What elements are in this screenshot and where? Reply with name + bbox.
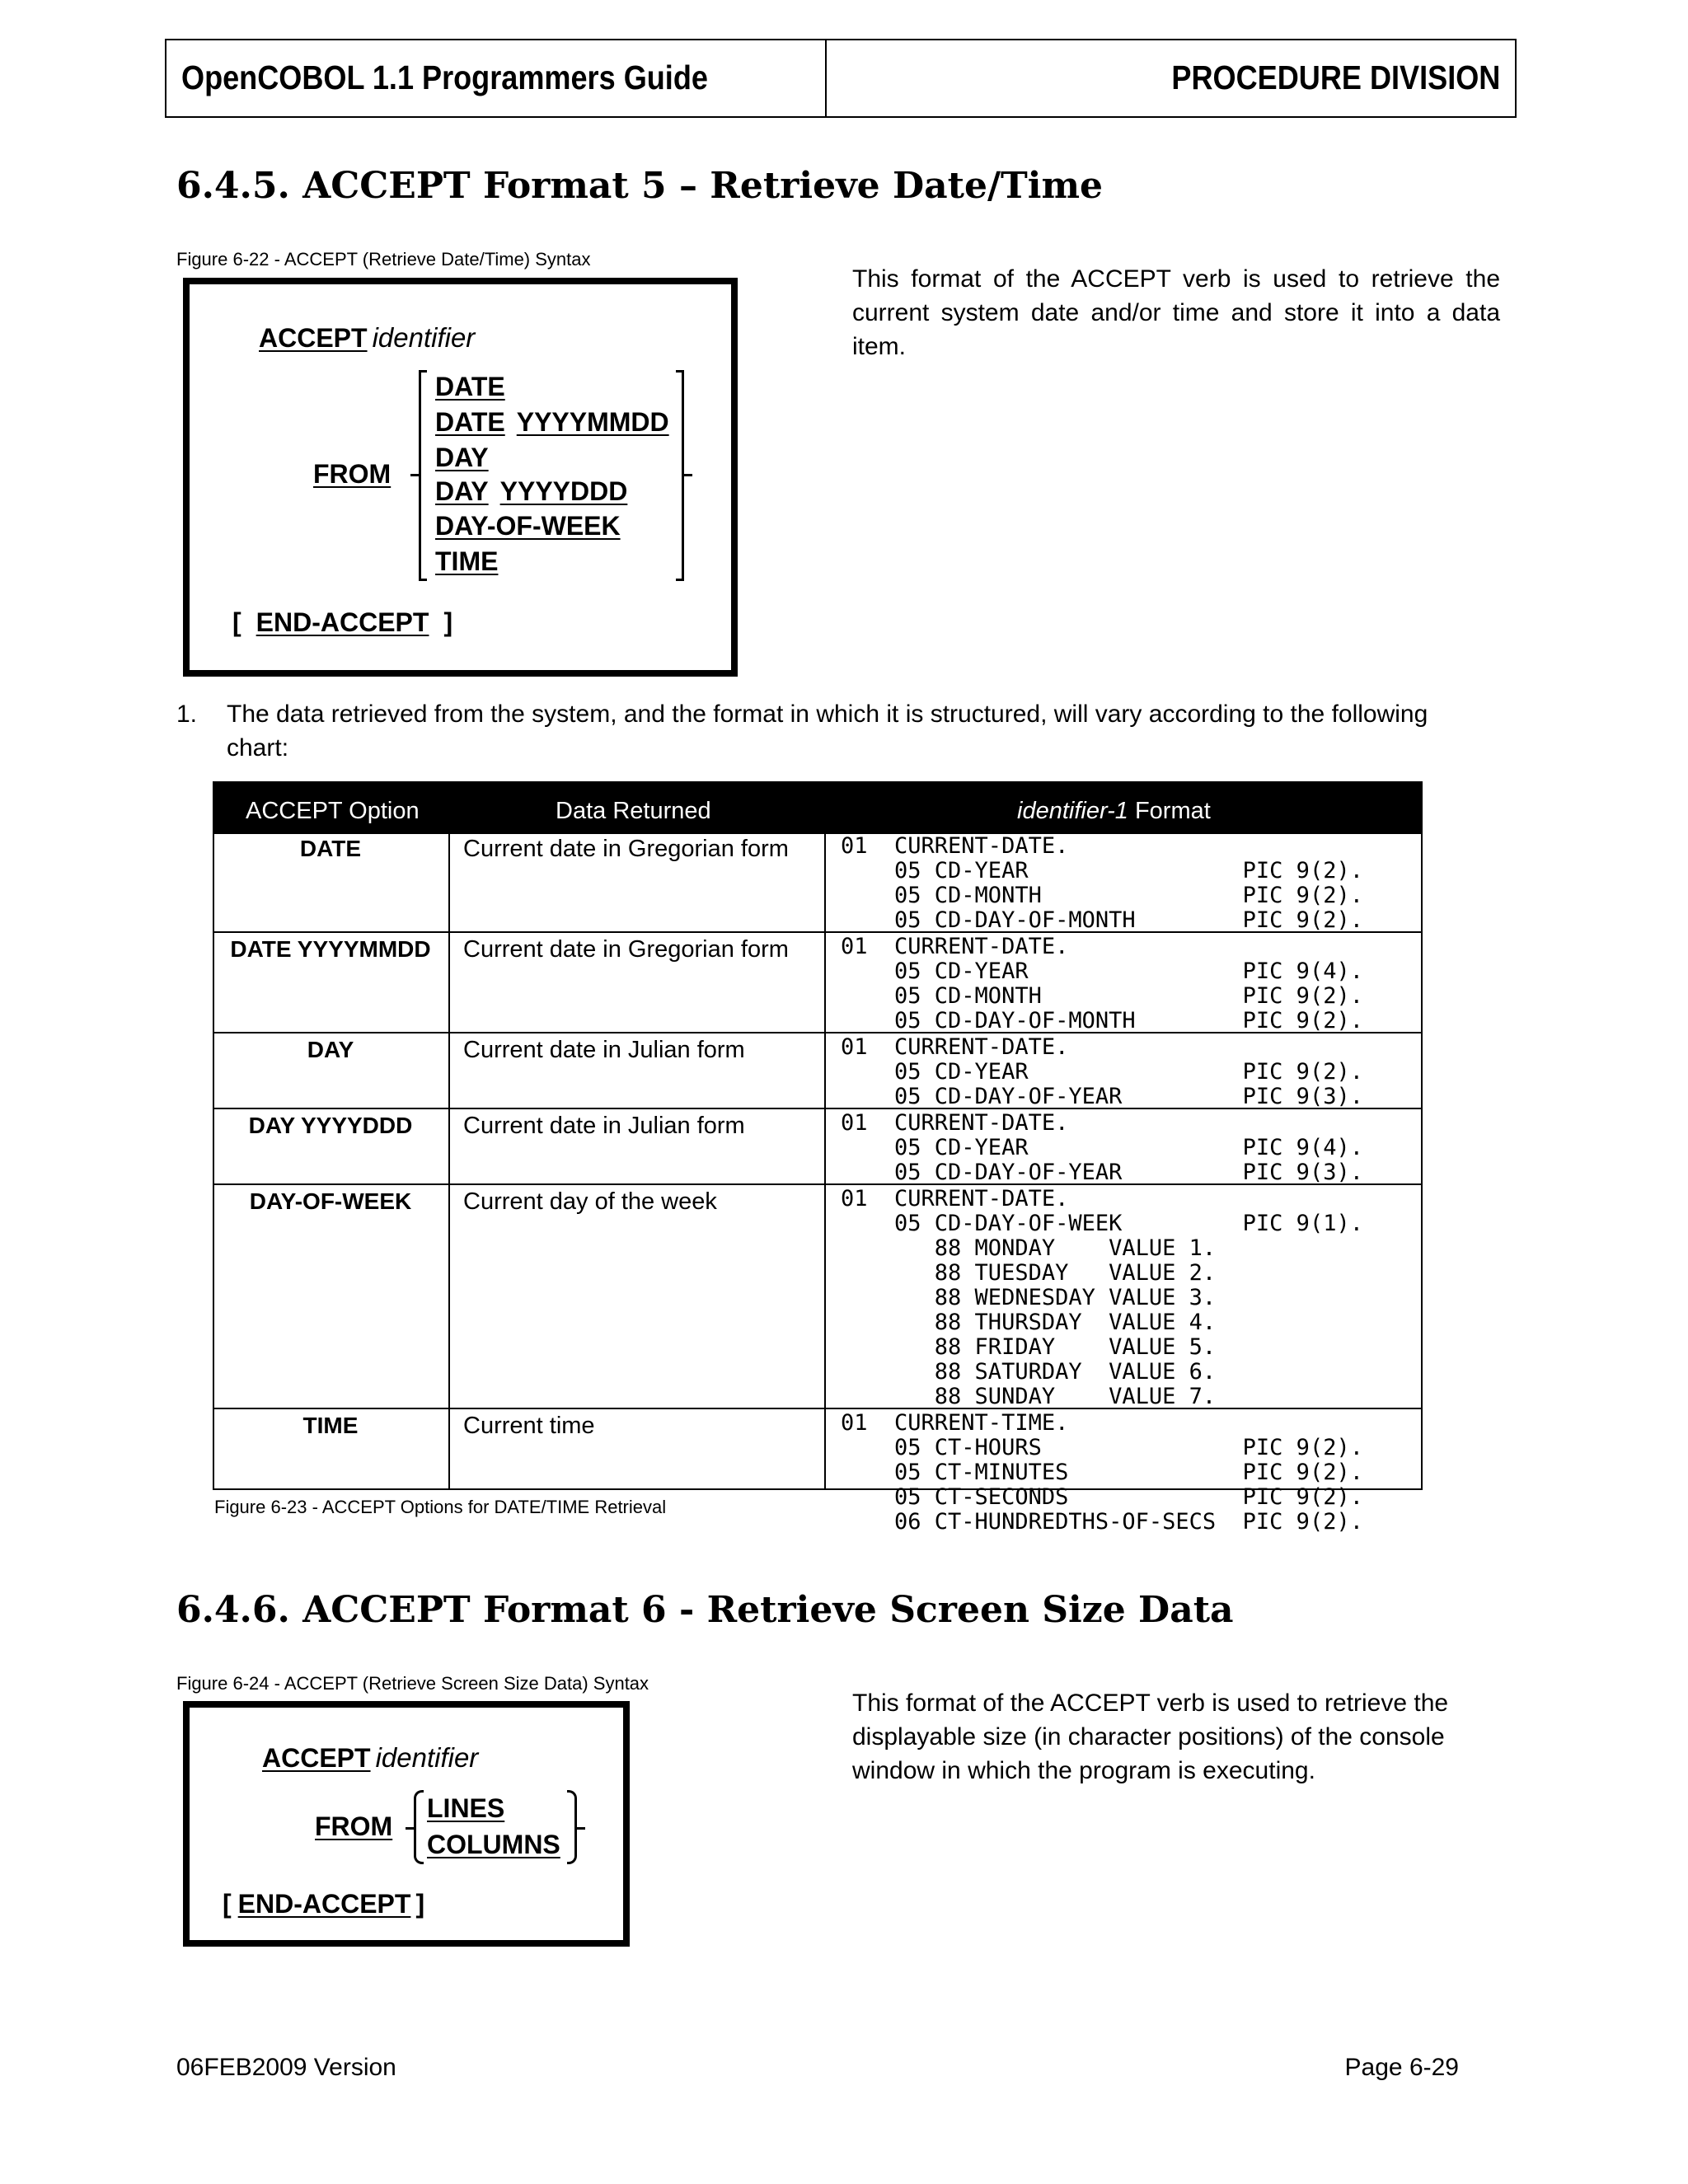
- syntax-option-day-of-week-text: DAY-OF-WEEK: [435, 511, 621, 541]
- figure-caption-6-22: Figure 6-22 - ACCEPT (Retrieve Date/Time) Syntax: [176, 249, 591, 269]
- syntax-option-yyyymmdd-text: YYYYMMDD: [516, 407, 669, 437]
- header-division-title: PROCEDURE DIVISION: [1171, 59, 1500, 96]
- syntax-from-keyword: [313, 459, 391, 490]
- table-row-code: 01 CURRENT-DATE. 05 CD-YEAR PIC 9(4). 05 CD-MONTH PIC 9(2). 05 CD-DAY-OF-MONTH PIC 9(2).: [841, 934, 1363, 1033]
- syntax-option-day-of-week: [435, 511, 621, 541]
- format-5-description: This format of the ACCEPT verb is used to retrieve the current system date and/or time and store it into a data item.: [852, 265, 1500, 360]
- table-row-option: DAY YYYYDDD: [248, 1113, 413, 1138]
- bracket-right: [676, 370, 684, 581]
- syntax-from-text: FROM: [315, 1811, 393, 1841]
- table-row-option: DATE YYYYMMDD: [230, 936, 431, 962]
- table-row-code: 01 CURRENT-DATE. 05 CD-YEAR PIC 9(2). 05 CD-DAY-OF-YEAR PIC 9(3).: [841, 1034, 1363, 1109]
- note-number: 1.: [176, 701, 198, 728]
- footer-version: 06FEB2009 Version: [176, 2054, 396, 2081]
- brace-left: [414, 1790, 424, 1864]
- table-row-code: 01 CURRENT-TIME. 05 CT-HOURS PIC 9(2). 05 CT-MINUTES PIC 9(2). 05 CT-SECONDS PIC 9(2). 06 CT-HUNDREDTHS-OF-SECS PIC 9(2).: [841, 1410, 1363, 1535]
- syntax-accept-keyword: ACCEPT: [262, 1743, 371, 1773]
- bracket-left: [419, 370, 427, 581]
- syntax-end-accept-text: END-ACCEPT: [237, 1889, 411, 1919]
- table-row-option: DATE: [299, 836, 362, 861]
- syntax-bracket-open: [: [223, 1889, 232, 1919]
- syntax-bracket-close: ]: [415, 1889, 425, 1919]
- date-time-options-table: [213, 781, 1423, 1535]
- format-6-description: This format of the ACCEPT verb is used to retrieve the displayable size (in character positions) of the console window in which the program is executing.: [852, 1690, 1449, 1784]
- syntax-box-screen-size: [183, 1701, 630, 1947]
- syntax-end-accept: [223, 1889, 424, 1919]
- syntax-option-time: [435, 546, 498, 577]
- syntax-option-day-text-2: DAY: [435, 476, 489, 506]
- table-row-returned: Current date in Gregorian form: [463, 836, 789, 862]
- syntax-bracket-close: ]: [443, 607, 453, 637]
- brace-tick-right: [577, 1827, 585, 1830]
- table-row-option: TIME: [302, 1413, 359, 1438]
- syntax-identifier: identifier: [375, 1742, 479, 1773]
- syntax-bracket-open: [: [232, 607, 241, 637]
- table-row-returned: Current day of the week: [463, 1188, 717, 1215]
- brace-tick-left: [410, 474, 419, 476]
- header-identifier-format: [1017, 798, 1211, 825]
- syntax-option-day-yyyyddd: [435, 476, 627, 507]
- table-row-returned: Current date in Julian form: [463, 1037, 745, 1063]
- brace-tick-right: [684, 474, 692, 476]
- syntax-option-date-yyyymmdd: [435, 407, 669, 438]
- syntax-option-columns: [427, 1830, 560, 1860]
- table-row-option: DAY: [307, 1037, 354, 1062]
- figure-caption-6-23: Figure 6-23 - ACCEPT Options for DATE/TIME Retrieval: [214, 1497, 667, 1517]
- table-row-returned: Current date in Gregorian form: [463, 936, 789, 963]
- page-header: [165, 39, 1517, 118]
- syntax-accept-keyword: ACCEPT: [259, 323, 368, 353]
- syntax-box-date-time: [183, 278, 738, 677]
- header-guide-title: OpenCOBOL 1.1 Programmers Guide: [181, 59, 708, 96]
- section-heading-format-6: 6.4.6. ACCEPT Format 6 - Retrieve Screen Size Data: [176, 1589, 1234, 1631]
- note-text: The data retrieved from the system, and the format in which it is structured, will vary according to the following chart:: [227, 701, 1428, 762]
- brace-right: [567, 1790, 577, 1864]
- syntax-accept-line: [259, 322, 475, 354]
- figure-caption-6-24: Figure 6-24 - ACCEPT (Retrieve Screen Size Data) Syntax: [176, 1673, 649, 1694]
- footer-page-number: Page 6-29: [1344, 2054, 1459, 2081]
- header-format-word: Format: [1128, 798, 1211, 824]
- syntax-from-text: FROM: [313, 459, 392, 489]
- table-row-option: DAY-OF-WEEK: [249, 1188, 412, 1214]
- section-heading-format-5: 6.4.5. ACCEPT Format 5 – Retrieve Date/Time: [176, 165, 1104, 207]
- syntax-option-date: [435, 372, 505, 402]
- syntax-identifier: identifier: [372, 322, 476, 353]
- table-header-row: [213, 781, 1423, 832]
- syntax-end-accept-text: END-ACCEPT: [256, 607, 429, 637]
- syntax-option-date-text: DATE: [435, 372, 505, 401]
- syntax-option-time-text: TIME: [435, 546, 499, 576]
- syntax-option-day-text: DAY: [435, 443, 489, 472]
- syntax-option-day: [435, 443, 489, 473]
- syntax-option-columns-text: COLUMNS: [427, 1830, 560, 1859]
- table-row-returned: Current date in Julian form: [463, 1113, 745, 1139]
- syntax-end-accept: [232, 607, 452, 638]
- table-row-code: 01 CURRENT-DATE. 05 CD-YEAR PIC 9(4). 05 CD-DAY-OF-YEAR PIC 9(3).: [841, 1110, 1363, 1185]
- table-row-code: 01 CURRENT-DATE. 05 CD-YEAR PIC 9(2). 05 CD-MONTH PIC 9(2). 05 CD-DAY-OF-MONTH PIC 9(2).: [841, 833, 1363, 933]
- syntax-from-keyword: [315, 1811, 392, 1842]
- header-identifier-italic: identifier-1: [1017, 798, 1128, 824]
- table-row-code: 01 CURRENT-DATE. 05 CD-DAY-OF-WEEK PIC 9(1). 88 MONDAY VALUE 1. 88 TUESDAY VALUE 2. 88 WEDNESDAY VALUE 3. 88 THURSDAY VALUE 4. 88 FRIDAY VALUE 5. 88 SATURDAY VALUE 6. 88 SUNDAY VALUE 7.: [841, 1186, 1363, 1409]
- brace-tick-left: [406, 1827, 414, 1830]
- syntax-option-lines: [427, 1793, 504, 1824]
- syntax-option-date-text-2: DATE: [435, 407, 505, 437]
- table-row-returned: Current time: [463, 1413, 595, 1439]
- syntax-option-lines-text: LINES: [427, 1793, 505, 1823]
- syntax-option-yyyyddd-text: YYYYDDD: [499, 476, 628, 506]
- header-data-returned: Data Returned: [556, 798, 711, 824]
- header-accept-option: ACCEPT Option: [246, 798, 420, 824]
- syntax-accept-line: [262, 1742, 478, 1774]
